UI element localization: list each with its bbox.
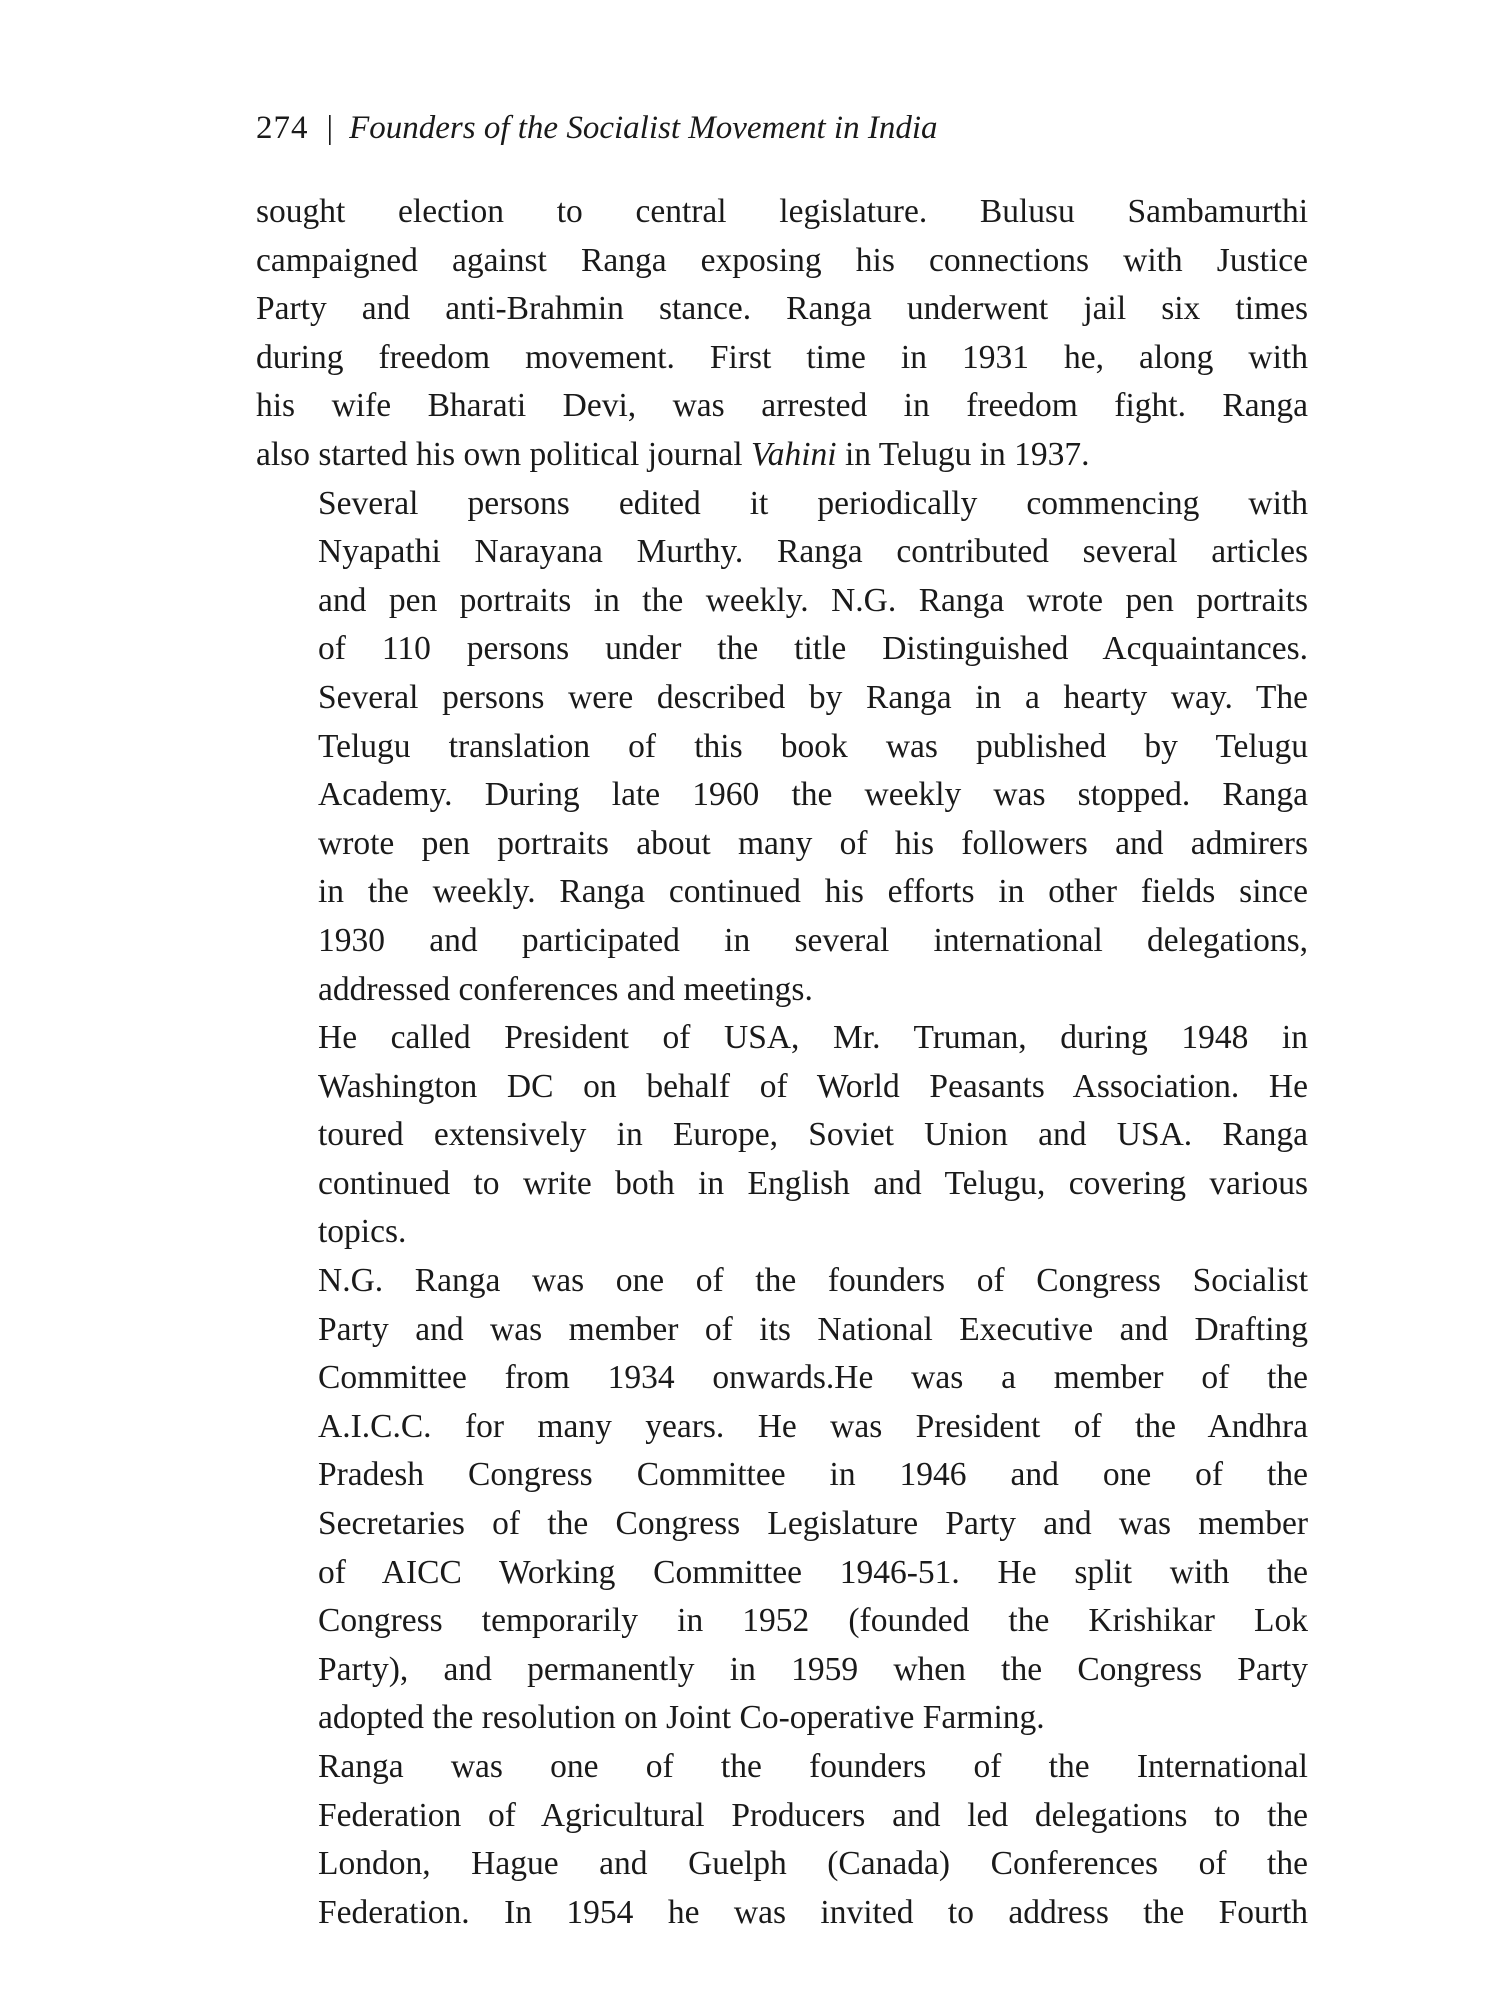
text-line: during freedom movement. First time in 1931 he, along with: [256, 338, 1308, 376]
text-line: Pradesh Congress Committee in 1946 and one of the: [318, 1456, 1308, 1494]
text-line: Several persons edited it periodically commencing with: [318, 484, 1308, 522]
text-line: of AICC Working Committee 1946-51. He split with the: [318, 1553, 1308, 1591]
text-line: toured extensively in Europe, Soviet Union and USA. Ranga: [318, 1116, 1308, 1154]
text-line: A.I.C.C. for many years. He was President of the Andhra: [318, 1407, 1308, 1445]
text-line: Federation of Agricultural Producers and led delegations to the: [318, 1796, 1308, 1834]
text-line: adopted the resolution on Joint Co-operative Farming.: [318, 1699, 1045, 1737]
text-line: London, Hague and Guelph (Canada) Conferences of the: [318, 1845, 1308, 1883]
text-line: campaigned against Ranga exposing his connections with Justice: [256, 241, 1308, 279]
text-line: N.G. Ranga was one of the founders of Congress Socialist: [318, 1262, 1308, 1300]
text-line: Congress temporarily in 1952 (founded the Krishikar Lok: [318, 1602, 1308, 1640]
journal-title: Vahini: [750, 435, 837, 473]
text-line: sought election to central legislature. Bulusu Sambamurthi: [256, 193, 1308, 230]
header-separator: |: [326, 110, 334, 146]
text-line: Secretaries of the Congress Legislature Party and was member: [318, 1505, 1308, 1543]
text-line: continued to write both in English and Telugu, covering various: [318, 1164, 1308, 1202]
text-line: He called President of USA, Mr. Truman, during 1948 in: [318, 1019, 1308, 1057]
text-run: also started his own political journal: [256, 435, 751, 473]
text-line: topics.: [318, 1213, 407, 1251]
text-line: in the weekly. Ranga continued his efforts in other fields since: [318, 873, 1308, 911]
text-line: 1930 and participated in several international delegations,: [318, 921, 1308, 959]
text-run: in Telugu in 1937.: [836, 435, 1090, 473]
book-title: Founders of the Socialist Movement in India: [349, 110, 938, 146]
text-line: Telugu translation of this book was published by Telugu: [318, 727, 1308, 765]
text-line: Party and was member of its National Executive and Drafting: [318, 1310, 1308, 1348]
text-line: Several persons were described by Ranga in a hearty way. The: [318, 678, 1308, 716]
text-line: of 110 persons under the title Distinguished Acquaintances.: [318, 630, 1308, 668]
text-line: Academy. During late 1960 the weekly was stopped. Ranga: [318, 776, 1308, 814]
paragraph-4: [256, 1257, 1308, 1743]
text-line: Ranga was one of the founders of the International: [318, 1748, 1308, 1785]
paragraph-3: [256, 1014, 1308, 1257]
paragraph-5: [256, 1743, 1308, 1937]
text-line: Washington DC on behalf of World Peasants Association. He: [318, 1067, 1308, 1105]
text-line: Federation. In 1954 he was invited to address the Fourth: [318, 1893, 1308, 1931]
text-line: his wife Bharati Devi, was arrested in freedom fight. Ranga: [256, 387, 1308, 425]
paragraph-2: [256, 480, 1308, 1015]
text-line: Party and anti-Brahmin stance. Ranga underwent jail six times: [256, 290, 1308, 328]
text-line: wrote pen portraits about many of his followers and admirers: [318, 824, 1308, 862]
running-head: [256, 108, 1306, 148]
body-text: [256, 188, 1308, 1937]
text-line: Nyapathi Narayana Murthy. Ranga contributed several articles: [318, 533, 1308, 571]
text-line: and pen portraits in the weekly. N.G. Ranga wrote pen portraits: [318, 581, 1308, 619]
text-line: [256, 431, 1308, 480]
page-number: 274: [256, 110, 309, 146]
text-line: Party), and permanently in 1959 when the Congress Party: [318, 1650, 1308, 1688]
paragraph-1: [256, 188, 1308, 480]
text-line: Committee from 1934 onwards.He was a member of the: [318, 1359, 1308, 1397]
text-line: addressed conferences and meetings.: [318, 970, 813, 1008]
